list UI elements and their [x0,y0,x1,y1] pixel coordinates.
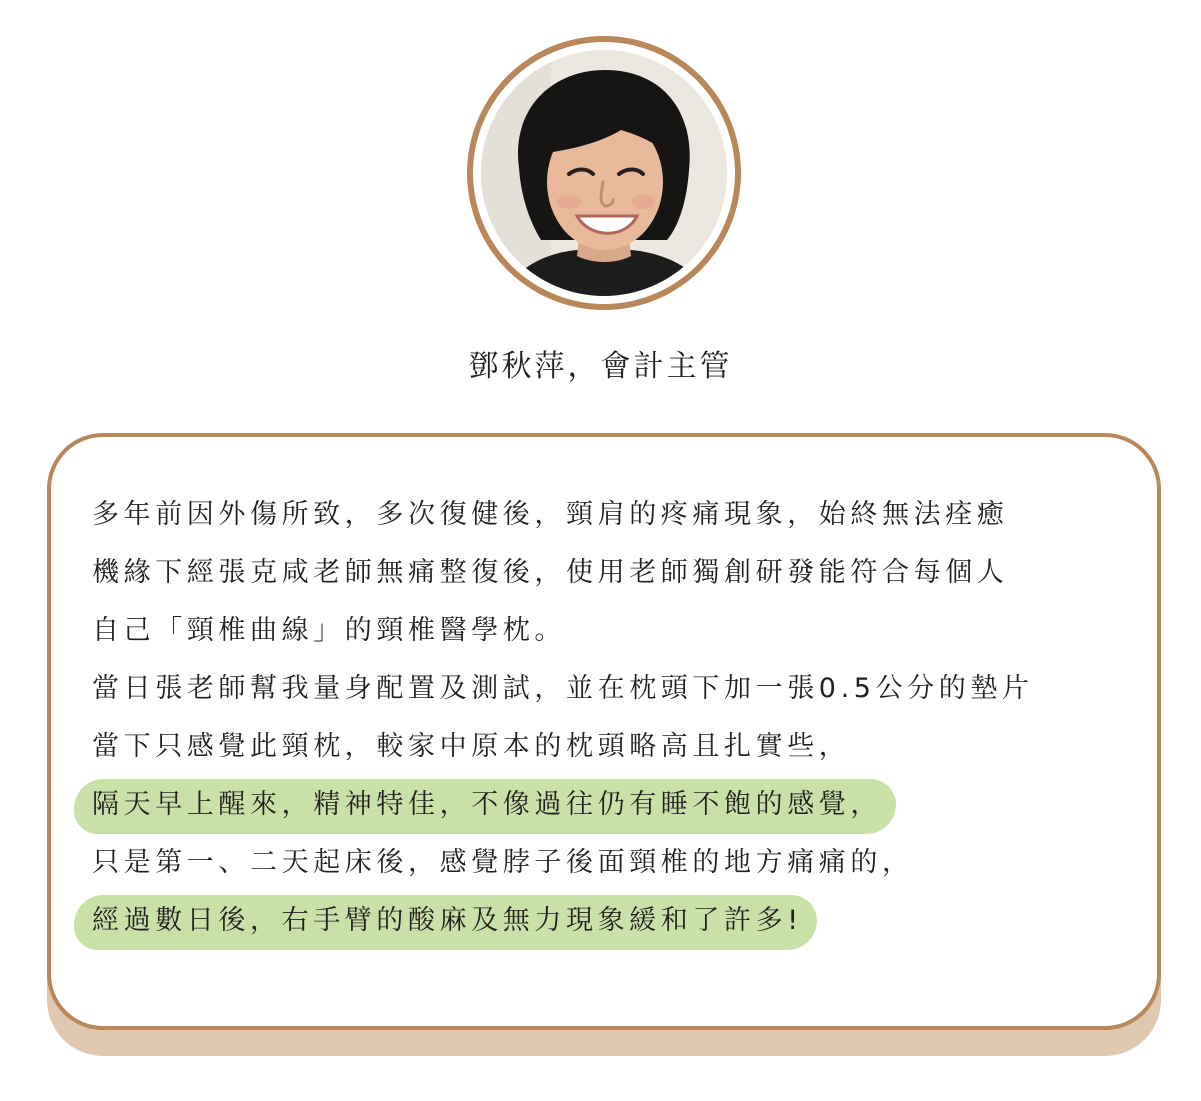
testimonial-text [92,486,1152,950]
testimonial-line-highlighted [92,892,1152,950]
avatar-ring [467,36,741,310]
person-name-title: 鄧秋萍，會計主管 [468,349,733,384]
testimonial-line-highlighted [92,776,1152,834]
testimonial-line: 多年前因外傷所致，多次復健後，頸肩的疼痛現象，始終無法痊癒 [92,499,1009,530]
testimonial-line: 自己「頸椎曲線」的頸椎醫學枕。 [92,615,566,646]
avatar-frame [473,42,735,304]
avatar [481,50,727,296]
person-photo [481,50,727,296]
testimonial-line: 當日張老師幫我量身配置及測試，並在枕頭下加一張0.5公分的墊片 [92,673,1034,704]
testimonial-line: 只是第一、二天起床後，感覺脖子後面頸椎的地方痛痛的， [92,847,914,878]
testimonial-line: 機緣下經張克咸老師無痛整復後，使用老師獨創研發能符合每個人 [92,557,1009,588]
highlight-marker: 隔天早上醒來，精神特佳，不像過往仍有睡不飽的感覺， [92,776,882,834]
highlight-marker: 經過數日後，右手臂的酸麻及無力現象緩和了許多! [92,892,803,950]
testimonial-line: 當下只感覺此頸枕，較家中原本的枕頭略高且扎實些， [92,731,851,762]
